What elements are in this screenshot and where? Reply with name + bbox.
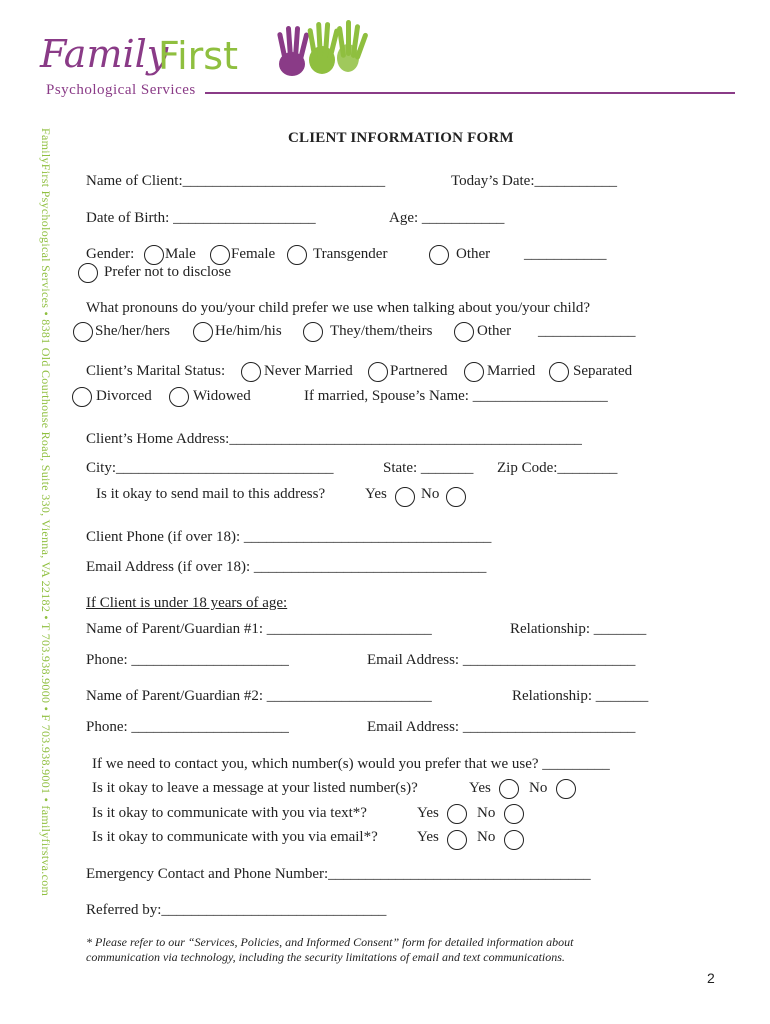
text-no-radio[interactable] <box>504 804 524 824</box>
pronoun-he-label: He/him/his <box>215 323 282 339</box>
marital-married-radio[interactable] <box>464 362 484 382</box>
marital-separated-label: Separated <box>573 363 633 379</box>
leave-message-question: Is it okay to leave a message at your listed number(s)? <box>92 780 418 796</box>
gender-label: Gender: <box>86 246 135 262</box>
leave-message-no-label: No <box>529 780 548 796</box>
gender-transgender-label: Transgender <box>313 246 388 262</box>
client-email-field[interactable]: Email Address (if over 18): _______________________________ <box>86 559 487 575</box>
gender-prefer-not-label: Prefer not to disclose <box>104 264 232 280</box>
hands-icon <box>262 20 372 80</box>
text-question: Is it okay to communicate with you via text*? <box>92 805 367 821</box>
under-18-heading: If Client is under 18 years of age: <box>86 595 288 611</box>
text-yes-label: Yes <box>417 805 439 821</box>
emergency-contact-field[interactable]: Emergency Contact and Phone Number:___________________________________ <box>86 866 591 882</box>
leave-message-yes-label: Yes <box>469 780 491 796</box>
pronoun-other-radio[interactable] <box>454 322 474 342</box>
leave-message-no-radio[interactable] <box>556 779 576 799</box>
leave-message-yes-radio[interactable] <box>499 779 519 799</box>
mail-yes-radio[interactable] <box>395 487 415 507</box>
marital-widowed-radio[interactable] <box>169 387 189 407</box>
footnote-line-2: communication via technology, including the security limitations of email and text communications. <box>86 950 565 964</box>
mail-no-radio[interactable] <box>446 487 466 507</box>
parent1-relationship-field[interactable]: Relationship: _______ <box>510 621 647 637</box>
page-number: 2 <box>707 970 715 986</box>
todays-date-field[interactable]: Today’s Date:___________ <box>451 173 618 189</box>
marital-status-label: Client’s Marital Status: <box>86 363 226 379</box>
gender-male-radio[interactable] <box>144 245 164 265</box>
gender-female-radio[interactable] <box>210 245 230 265</box>
referred-by-field[interactable]: Referred by:______________________________ <box>86 902 387 918</box>
marital-partnered-radio[interactable] <box>368 362 388 382</box>
parent2-phone-field[interactable]: Phone: _____________________ <box>86 719 289 735</box>
marital-never-married-label: Never Married <box>264 363 353 379</box>
client-phone-field[interactable]: Client Phone (if over 18): _________________________________ <box>86 529 492 545</box>
mail-yes-label: Yes <box>365 486 387 502</box>
marital-partnered-label: Partnered <box>390 363 448 379</box>
email-yes-radio[interactable] <box>447 830 467 850</box>
state-field[interactable]: State: _______ <box>383 460 474 476</box>
gender-other-label: Other <box>456 246 491 262</box>
marital-widowed-label: Widowed <box>193 388 251 404</box>
logo <box>40 32 740 102</box>
pronoun-he-radio[interactable] <box>193 322 213 342</box>
form-title: CLIENT INFORMATION FORM <box>288 130 514 146</box>
footnote-line-1: * Please refer to our “Services, Policies, and Informed Consent” form for detailed information about <box>86 935 574 949</box>
age-field[interactable]: Age: ___________ <box>389 210 505 226</box>
gender-transgender-radio[interactable] <box>287 245 307 265</box>
gender-other-radio[interactable] <box>429 245 449 265</box>
pronoun-they-label: They/them/theirs <box>330 323 433 339</box>
marital-divorced-label: Divorced <box>96 388 152 404</box>
pronoun-other-line[interactable]: _____________ <box>538 323 636 339</box>
sidebar-contact-info: FamilyFirst Psychological Services • 8381 Old Courthouse Road, Suite 330, Vienna, VA 22182 • T 703.938.9000 • F 703.938.9001 • familyfirstva.com <box>39 128 53 897</box>
pronoun-they-radio[interactable] <box>303 322 323 342</box>
pronoun-other-label: Other <box>477 323 512 339</box>
gender-male-label: Male <box>165 246 196 262</box>
text-yes-radio[interactable] <box>447 804 467 824</box>
zip-field[interactable]: Zip Code:________ <box>497 460 618 476</box>
gender-prefer-not-radio[interactable] <box>78 263 98 283</box>
contact-number-question[interactable]: If we need to contact you, which number(s) would you prefer that we use? _________ <box>92 756 610 772</box>
pronoun-she-radio[interactable] <box>73 322 93 342</box>
email-no-radio[interactable] <box>504 830 524 850</box>
logo-first-text: First <box>158 34 238 78</box>
parent2-name-field[interactable]: Name of Parent/Guardian #2: ______________________ <box>86 688 432 704</box>
pronouns-question: What pronouns do you/your child prefer we use when talking about you/your child? <box>86 300 591 316</box>
marital-married-label: Married <box>487 363 536 379</box>
date-of-birth-field[interactable]: Date of Birth: ___________________ <box>86 210 316 226</box>
header-rule <box>205 92 735 94</box>
parent2-relationship-field[interactable]: Relationship: _______ <box>512 688 649 704</box>
gender-other-line[interactable]: ___________ <box>524 246 607 262</box>
logo-family-text: Family <box>40 32 169 76</box>
email-no-label: No <box>477 829 496 845</box>
parent1-name-field[interactable]: Name of Parent/Guardian #1: ______________________ <box>86 621 432 637</box>
marital-never-married-radio[interactable] <box>241 362 261 382</box>
parent1-phone-field[interactable]: Phone: _____________________ <box>86 652 289 668</box>
city-field[interactable]: City:_____________________________ <box>86 460 334 476</box>
spouse-name-field[interactable]: If married, Spouse’s Name: __________________ <box>304 388 608 404</box>
marital-separated-radio[interactable] <box>549 362 569 382</box>
logo-subtitle: Psychological Services <box>46 82 196 98</box>
mail-question: Is it okay to send mail to this address? <box>96 486 326 502</box>
pronoun-she-label: She/her/hers <box>95 323 170 339</box>
parent2-email-field[interactable]: Email Address: _______________________ <box>367 719 636 735</box>
gender-female-label: Female <box>231 246 276 262</box>
home-address-field[interactable]: Client’s Home Address:_______________________________________________ <box>86 431 582 447</box>
email-yes-label: Yes <box>417 829 439 845</box>
text-no-label: No <box>477 805 496 821</box>
email-question: Is it okay to communicate with you via email*? <box>92 829 378 845</box>
client-name-field[interactable]: Name of Client:___________________________ <box>86 173 386 189</box>
marital-divorced-radio[interactable] <box>72 387 92 407</box>
parent1-email-field[interactable]: Email Address: _______________________ <box>367 652 636 668</box>
mail-no-label: No <box>421 486 440 502</box>
